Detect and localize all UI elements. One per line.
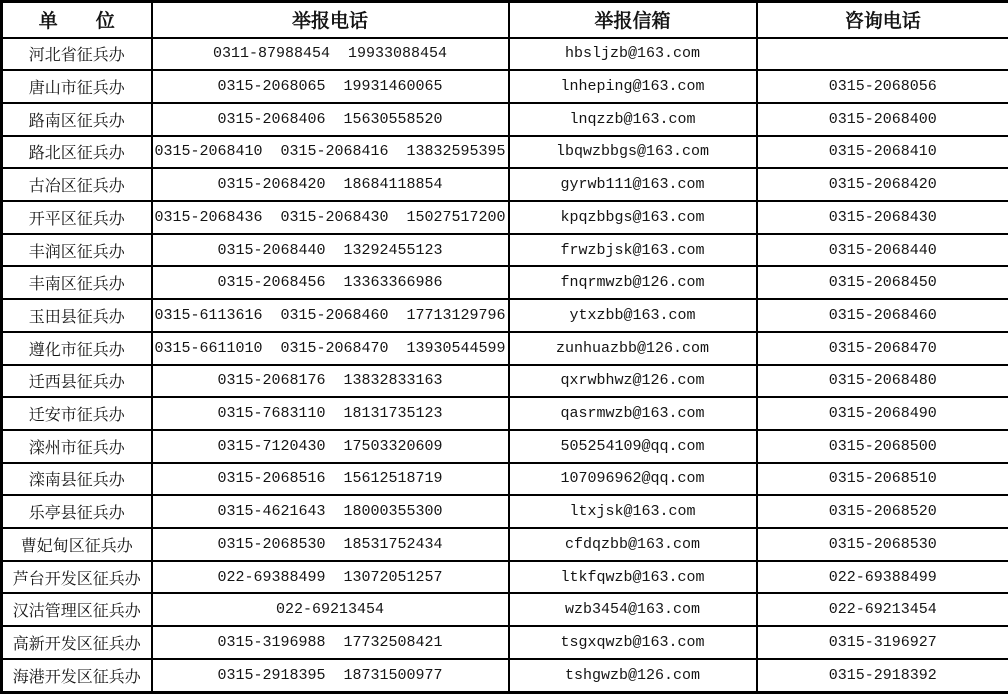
report-phone-cell: 0315-2068065 19931460065: [152, 70, 509, 103]
consult-phone-cell: 0315-2068420: [757, 168, 1008, 201]
consult-phone-cell: 0315-2068470: [757, 332, 1008, 365]
unit-cell: 海港开发区征兵办: [2, 659, 152, 693]
report-phone-cell: 0315-2068530 18531752434: [152, 528, 509, 561]
table-row: [2, 528, 1008, 561]
unit-cell: 河北省征兵办: [2, 38, 152, 71]
report-email-cell: tsgxqwzb@163.com: [509, 626, 757, 659]
table-row: [2, 299, 1008, 332]
table-row: [2, 266, 1008, 299]
unit-cell: 迁安市征兵办: [2, 397, 152, 430]
report-phone-cell: 0315-6113616 0315-2068460 17713129796: [152, 299, 509, 332]
table-row: [2, 136, 1008, 169]
report-email-cell: qasrmwzb@163.com: [509, 397, 757, 430]
unit-cell: 汉沽管理区征兵办: [2, 593, 152, 626]
report-phone-cell: 0315-7120430 17503320609: [152, 430, 509, 463]
unit-cell: 玉田县征兵办: [2, 299, 152, 332]
report-phone-cell: 0311-87988454 19933088454: [152, 38, 509, 71]
report-phone-cell: 0315-4621643 18000355300: [152, 495, 509, 528]
table-row: [2, 397, 1008, 430]
table-row: [2, 593, 1008, 626]
consult-phone-cell: 0315-2068400: [757, 103, 1008, 136]
consult-phone-cell: 0315-2068056: [757, 70, 1008, 103]
unit-cell: 滦南县征兵办: [2, 463, 152, 496]
report-email-cell: cfdqzbb@163.com: [509, 528, 757, 561]
report-phone-cell: 0315-7683110 18131735123: [152, 397, 509, 430]
table-row: [2, 495, 1008, 528]
consult-phone-cell: 022-69213454: [757, 593, 1008, 626]
unit-cell: 高新开发区征兵办: [2, 626, 152, 659]
report-phone-cell: 022-69388499 13072051257: [152, 561, 509, 594]
report-email-cell: wzb3454@163.com: [509, 593, 757, 626]
consult-phone-cell: 0315-2068450: [757, 266, 1008, 299]
table-row: [2, 430, 1008, 463]
report-email-cell: 505254109@qq.com: [509, 430, 757, 463]
consult-phone-cell: 0315-2068440: [757, 234, 1008, 267]
unit-cell: 曹妃甸区征兵办: [2, 528, 152, 561]
unit-cell: 乐亭县征兵办: [2, 495, 152, 528]
report-email-cell: hbsljzb@163.com: [509, 38, 757, 71]
table-row: [2, 626, 1008, 659]
table-body: [2, 38, 1008, 693]
unit-cell: 芦台开发区征兵办: [2, 561, 152, 594]
consult-phone-cell: 0315-2068480: [757, 365, 1008, 398]
report-email-cell: ytxzbb@163.com: [509, 299, 757, 332]
consult-phone-cell: 0315-2068410: [757, 136, 1008, 169]
report-email-cell: 107096962@qq.com: [509, 463, 757, 496]
consult-phone-cell: 022-69388499: [757, 561, 1008, 594]
consult-phone-cell: 0315-2068500: [757, 430, 1008, 463]
report-phone-cell: 0315-2068420 18684118854: [152, 168, 509, 201]
unit-cell: 迁西县征兵办: [2, 365, 152, 398]
report-email-cell: kpqzbbgs@163.com: [509, 201, 757, 234]
unit-cell: 路北区征兵办: [2, 136, 152, 169]
report-email-cell: ltkfqwzb@163.com: [509, 561, 757, 594]
unit-cell: 古冶区征兵办: [2, 168, 152, 201]
report-phone-cell: 0315-2068176 13832833163: [152, 365, 509, 398]
column-header-report-phone: 举报电话: [152, 2, 509, 38]
consult-phone-cell: 0315-3196927: [757, 626, 1008, 659]
table-row: [2, 38, 1008, 71]
report-phone-cell: 0315-2068516 15612518719: [152, 463, 509, 496]
report-email-cell: lbqwzbbgs@163.com: [509, 136, 757, 169]
report-email-cell: lnheping@163.com: [509, 70, 757, 103]
unit-cell: 遵化市征兵办: [2, 332, 152, 365]
unit-cell: 路南区征兵办: [2, 103, 152, 136]
report-email-cell: frwzbjsk@163.com: [509, 234, 757, 267]
consult-phone-cell: 0315-2918392: [757, 659, 1008, 693]
column-header-report-email: 举报信箱: [509, 2, 757, 38]
report-phone-cell: 0315-2068440 13292455123: [152, 234, 509, 267]
consult-phone-cell: [757, 38, 1008, 71]
table-row: [2, 659, 1008, 693]
consult-phone-cell: 0315-2068520: [757, 495, 1008, 528]
consult-phone-cell: 0315-2068530: [757, 528, 1008, 561]
column-header-unit: 单 位: [2, 2, 152, 38]
consult-phone-cell: 0315-2068430: [757, 201, 1008, 234]
table-row: [2, 463, 1008, 496]
unit-cell: 滦州市征兵办: [2, 430, 152, 463]
report-email-cell: zunhuazbb@126.com: [509, 332, 757, 365]
report-phone-cell: 0315-2068410 0315-2068416 13832595395: [152, 136, 509, 169]
consult-phone-cell: 0315-2068490: [757, 397, 1008, 430]
report-email-cell: tshgwzb@126.com: [509, 659, 757, 693]
unit-cell: 丰润区征兵办: [2, 234, 152, 267]
consult-phone-cell: 0315-2068460: [757, 299, 1008, 332]
report-phone-cell: 0315-2068436 0315-2068430 15027517200: [152, 201, 509, 234]
report-phone-cell: 0315-6611010 0315-2068470 13930544599: [152, 332, 509, 365]
table-row: [2, 332, 1008, 365]
report-email-cell: lnqzzb@163.com: [509, 103, 757, 136]
header-row: [2, 2, 1008, 38]
consult-phone-cell: 0315-2068510: [757, 463, 1008, 496]
report-phone-cell: 0315-2068456 13363366986: [152, 266, 509, 299]
report-phone-cell: 0315-3196988 17732508421: [152, 626, 509, 659]
report-email-cell: ltxjsk@163.com: [509, 495, 757, 528]
table-row: [2, 168, 1008, 201]
report-phone-cell: 0315-2068406 15630558520: [152, 103, 509, 136]
column-header-consult-phone: 咨询电话: [757, 2, 1008, 38]
table-row: [2, 70, 1008, 103]
report-email-cell: qxrwbhwz@126.com: [509, 365, 757, 398]
table-row: [2, 201, 1008, 234]
report-email-cell: fnqrmwzb@126.com: [509, 266, 757, 299]
unit-cell: 唐山市征兵办: [2, 70, 152, 103]
report-phone-cell: 022-69213454: [152, 593, 509, 626]
report-email-cell: gyrwb111@163.com: [509, 168, 757, 201]
report-phone-cell: 0315-2918395 18731500977: [152, 659, 509, 693]
table-row: [2, 103, 1008, 136]
table-row: [2, 365, 1008, 398]
table-row: [2, 234, 1008, 267]
table-row: [2, 561, 1008, 594]
unit-cell: 丰南区征兵办: [2, 266, 152, 299]
unit-cell: 开平区征兵办: [2, 201, 152, 234]
